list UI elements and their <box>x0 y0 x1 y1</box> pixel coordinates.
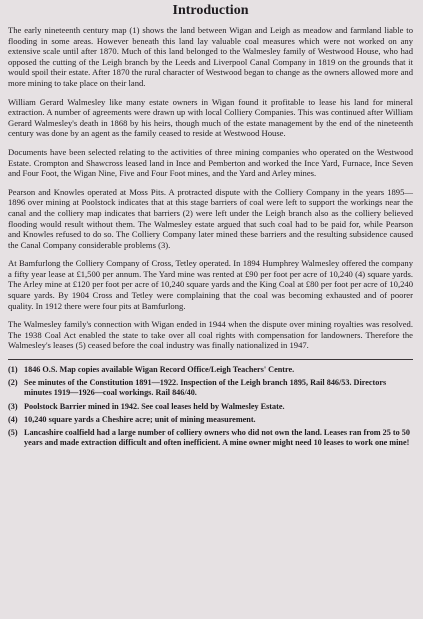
footnote-number: (1) <box>8 365 18 375</box>
paragraph-pearson-knowles: Pearson and Knowles operated at Moss Pits. A protracted dispute with the Colliery Company in the years 1895—1896 over mining at Poolstock indicates that at this stage barriers of coal were left to support the workings near the canal and the colliery map indicates that barriers (2) were left under the Leigh branch also as the colliery believed flooding would result without them. The Walmesley estate argued that such coal had to be paid for, while Pearson and Knowles refused to do so. The Colliery Company later mined these barriers and the resulting subsidence caused the Canal Company considerable problems (3). <box>8 186 413 250</box>
paragraph-bamfurlong: At Bamfurlong the Colliery Company of Cross, Tetley operated. In 1894 Humphrey Walmesley offered the company a fifty year lease at £1,500 per annum. The Yard mine was rented at £90 per foot per acre of 10,240 (4) square yards. The Arley mine at £120 per foot per acre of 10,240 square yards and the King Coal at £80 per foot per acre of 10,240 square yards. By 1904 Cross and Tetley were complaining that the coal was becoming exhausted and of poorer quality. In 1912 there were four pits at Bamfurlong. <box>8 258 413 311</box>
paragraph-companies: Documents have been selected relating to the activities of three mining companies who operated on the Westwood Estate. Crompton and Shawcross leased land in Ince and Pemberton and worked the Ince Yard, Furnace, Ince Seven and Four Foot, the Wigan Nine, Five and Four Foot mines, and the Yard and Arley mines. <box>8 146 413 179</box>
paragraph-leasing: William Gerard Walmesley like many estate owners in Wigan found it profitable to lease his land for mineral extraction. A number of agreements were drawn up with local Colliery Companies. This was continued after William Gerard Walmesley's death in 1868 by his heirs, though much of the estate management by the end of the nineteenth century was done by an agent as the family ceased to reside at Westwood House. <box>8 96 413 139</box>
footnotes <box>8 365 413 448</box>
footnote-text: 1846 O.S. Map copies available Wigan Record Office/Leigh Teachers' Centre. <box>24 365 295 375</box>
footnote-4 <box>8 415 413 425</box>
footnote-text: Poolstock Barrier mined in 1942. See coal leases held by Walmesley Estate. <box>24 401 285 411</box>
notes-divider <box>8 359 413 360</box>
footnote-2 <box>8 378 413 398</box>
footnote-number: (5) <box>8 428 18 438</box>
footnote-1 <box>8 365 413 375</box>
footnote-text: 10,240 square yards a Cheshire acre; unit of mining measurement. <box>24 414 256 424</box>
page-title: Introduction <box>172 3 249 18</box>
paragraph-map-history: The early nineteenth century map (1) shows the land between Wigan and Leigh as meadow and farmland liable to flooding in some areas. However beneath this land lay valuable coal measures which were not worked on any extensive scale until after 1870. Much of this land belonged to the Walmesley family of Westwood House, who had opposed the cutting of the Leigh branch by the Leeds and Liverpool Canal Company in 1819 on the grounds that it would spoil their estate. After 1870 the rural character of Westwood began to change as the owners allowed more and more mining to take place on their land. <box>8 25 413 88</box>
footnote-5 <box>8 428 413 448</box>
footnote-number: (3) <box>8 401 18 411</box>
footnote-number: (4) <box>8 414 18 424</box>
footnote-text: Lancashire coalfield had a large number of colliery owners who did not own the land. Leases ran from 25 to 50 years and made extraction difficult and often inefficient. A mine owner might need 10 leases to work one mine! <box>24 428 410 448</box>
footnote-3 <box>8 402 413 412</box>
footnote-text: See minutes of the Constitution 1891—1922. Inspection of the Leigh branch 1895, Rail 846/53. Directors minutes 1919—1926—coal workings. Rail 846/40. <box>24 378 387 398</box>
footnote-number: (2) <box>8 378 18 388</box>
paragraph-conclusion: The Walmesley family's connection with Wigan ended in 1944 when the dispute over mining royalties was resolved. The 1938 Coal Act enabled the state to take over all coal rights with compensation for landowners. Therefore the Walmesley's leases (5) ceased before the coal industry was finally nationalized in 1947. <box>8 319 413 351</box>
